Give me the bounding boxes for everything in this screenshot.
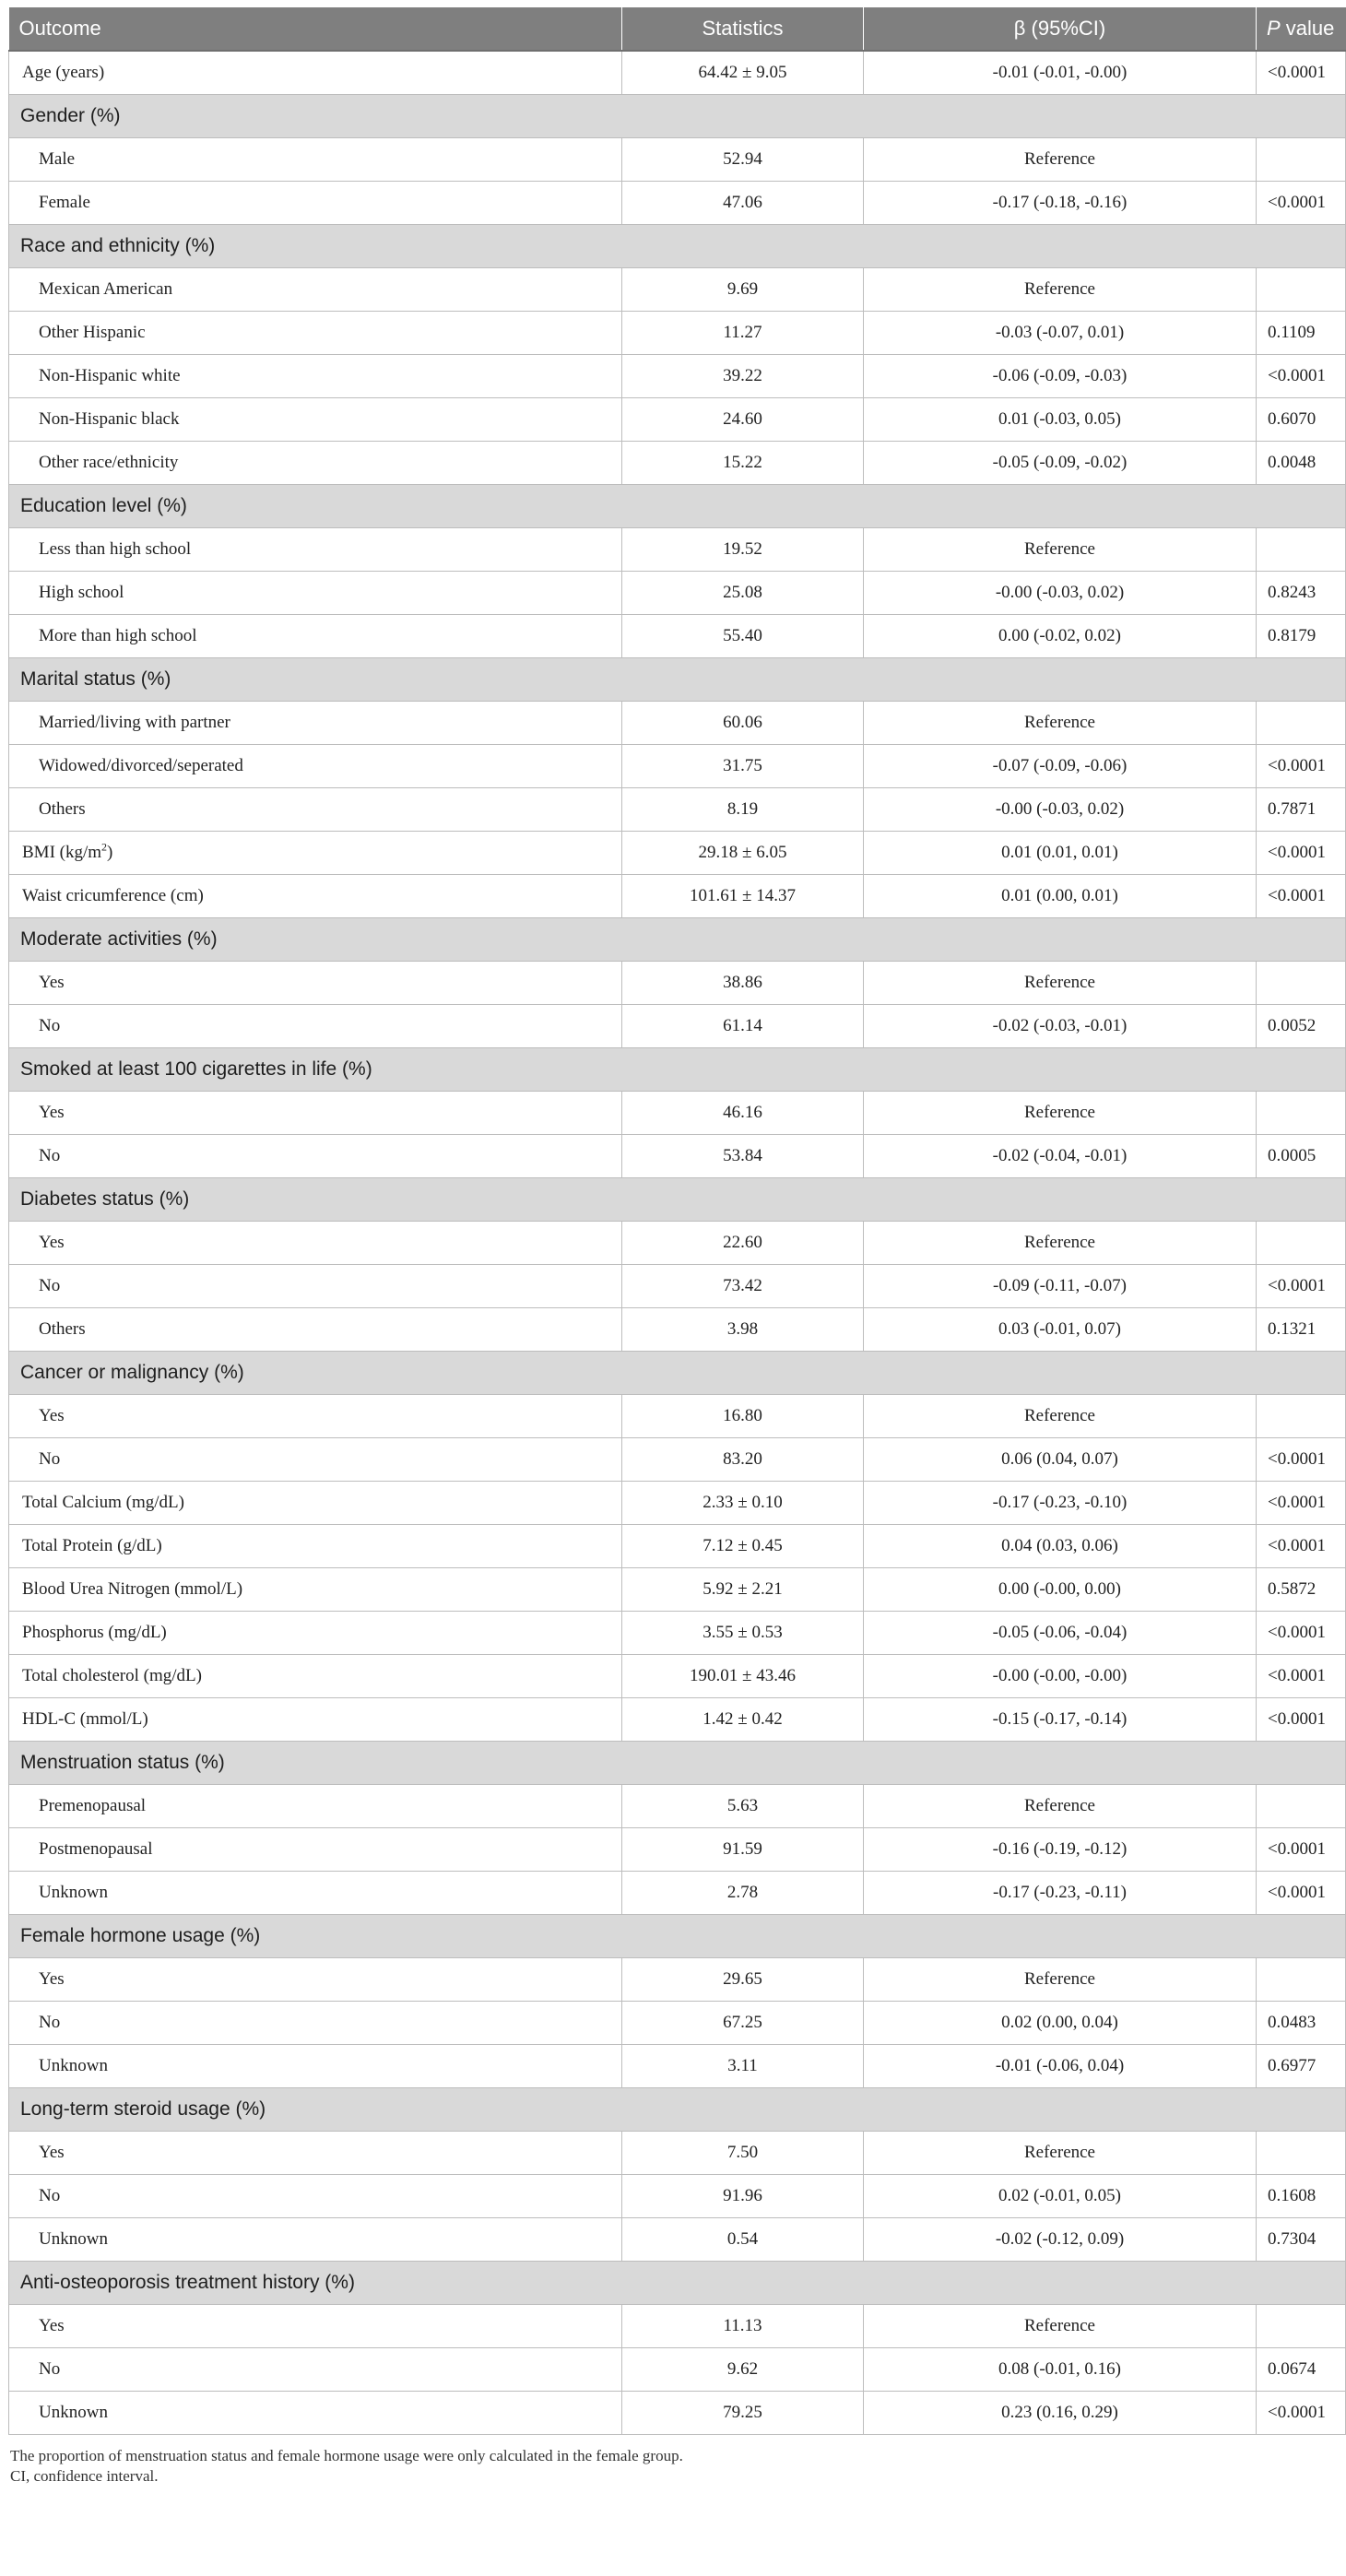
table-row [9,311,1346,354]
table-row [9,397,1346,441]
outcome-cell [9,1871,622,1914]
outcome-cell [9,571,622,614]
outcome-cell [9,2131,622,2174]
outcome-cell [9,831,622,874]
group-header-row [9,2087,1346,2131]
table-row [9,1611,1346,1654]
statistics-cell: 79.25 [622,2391,864,2434]
p-value-cell [1257,1394,1346,1437]
outcome-label: No [39,2185,61,2205]
outcome-label: Female [39,192,90,212]
table-row [9,2131,1346,2174]
statistics-cell: 29.18 ± 6.05 [622,831,864,874]
outcome-cell [9,1221,622,1264]
table-row [9,1567,1346,1611]
group-header-row [9,2261,1346,2304]
outcome-cell [9,1654,622,1697]
outcome-label: Unknown [39,2055,108,2075]
outcome-label: Other race/ethnicity [39,452,179,472]
beta-cell: Reference [864,1091,1257,1134]
outcome-label: Phosphorus (mg/dL) [22,1622,167,1642]
table-row [9,961,1346,1004]
outcome-cell [9,1827,622,1871]
beta-cell: 0.02 (-0.01, 0.05) [864,2174,1257,2217]
outcome-label-suffix: ) [107,842,113,862]
group-label: Anti-osteoporosis treatment history (%) [9,2261,1346,2304]
beta-cell: 0.04 (0.03, 0.06) [864,1524,1257,1567]
beta-cell: 0.01 (0.01, 0.01) [864,831,1257,874]
outcome-cell [9,2304,622,2347]
statistics-cell: 25.08 [622,571,864,614]
outcome-label: Widowed/divorced/seperated [39,755,243,775]
table-footnotes [8,2446,1345,2487]
outcome-cell [9,1784,622,1827]
beta-cell: -0.17 (-0.23, -0.11) [864,1871,1257,1914]
outcome-label: No [39,1015,61,1035]
beta-cell: -0.03 (-0.07, 0.01) [864,311,1257,354]
outcome-label: Yes [39,972,65,992]
outcome-label: More than high school [39,625,197,645]
outcome-label: BMI (kg/m [22,842,102,862]
p-value-cell: 0.8179 [1257,614,1346,657]
outcome-cell [9,1134,622,1177]
outcome-cell [9,2044,622,2087]
table-row [9,1784,1346,1827]
statistics-cell: 5.63 [622,1784,864,1827]
table-row [9,527,1346,571]
beta-cell: -0.05 (-0.06, -0.04) [864,1611,1257,1654]
outcome-label: No [39,1145,61,1165]
outcome-superscript: 2 [101,840,108,854]
table-row [9,831,1346,874]
outcome-cell [9,441,622,484]
outcome-label: High school [39,582,124,602]
outcome-label: Others [39,1318,86,1339]
beta-cell: -0.00 (-0.03, 0.02) [864,787,1257,831]
beta-cell: Reference [864,701,1257,744]
header-p-rest: value [1280,17,1335,40]
outcome-cell [9,267,622,311]
table-row [9,267,1346,311]
p-value-cell: 0.6070 [1257,397,1346,441]
outcome-label: Non-Hispanic white [39,365,181,385]
outcome-cell [9,614,622,657]
table-row [9,1697,1346,1741]
table-row [9,571,1346,614]
statistics-cell: 83.20 [622,1437,864,1481]
beta-cell: -0.15 (-0.17, -0.14) [864,1697,1257,1741]
statistics-cell: 60.06 [622,701,864,744]
p-value-cell: <0.0001 [1257,1524,1346,1567]
header-outcome: Outcome [9,7,622,51]
beta-cell: -0.17 (-0.18, -0.16) [864,181,1257,224]
outcome-cell [9,1611,622,1654]
beta-cell: 0.01 (0.00, 0.01) [864,874,1257,917]
statistics-cell: 19.52 [622,527,864,571]
statistics-cell: 73.42 [622,1264,864,1307]
statistics-cell: 2.78 [622,1871,864,1914]
table-row [9,787,1346,831]
statistics-cell: 46.16 [622,1091,864,1134]
table-row [9,1827,1346,1871]
outcome-label: Total cholesterol (mg/dL) [22,1665,202,1685]
group-label: Cancer or malignancy (%) [9,1351,1346,1394]
outcome-cell [9,2391,622,2434]
table-row [9,2001,1346,2044]
p-value-cell: 0.1109 [1257,311,1346,354]
outcome-cell [9,787,622,831]
statistics-cell: 67.25 [622,2001,864,2044]
statistics-cell: 55.40 [622,614,864,657]
outcome-label: No [39,2012,61,2032]
p-value-cell: 0.1321 [1257,1307,1346,1351]
beta-cell: Reference [864,1394,1257,1437]
statistics-cell: 11.13 [622,2304,864,2347]
outcome-label: Yes [39,1232,65,1252]
group-header-row [9,224,1346,267]
statistics-cell: 39.22 [622,354,864,397]
outcome-cell [9,2001,622,2044]
beta-cell: 0.00 (-0.00, 0.00) [864,1567,1257,1611]
statistics-cell: 64.42 ± 9.05 [622,51,864,94]
beta-cell: Reference [864,527,1257,571]
statistics-cell: 101.61 ± 14.37 [622,874,864,917]
p-value-cell [1257,1221,1346,1264]
table-row [9,1524,1346,1567]
statistics-cell: 3.98 [622,1307,864,1351]
statistics-cell: 22.60 [622,1221,864,1264]
outcome-label: Male [39,148,76,169]
outcome-label: Mexican American [39,278,173,299]
outcome-cell [9,1091,622,1134]
p-value-cell: 0.7871 [1257,787,1346,831]
outcome-label: Married/living with partner [39,712,230,732]
p-value-cell: 0.0048 [1257,441,1346,484]
p-value-cell: 0.8243 [1257,571,1346,614]
table-row [9,2217,1346,2261]
p-value-cell: <0.0001 [1257,1697,1346,1741]
beta-cell: 0.00 (-0.02, 0.02) [864,614,1257,657]
beta-cell: Reference [864,2304,1257,2347]
table-row [9,1134,1346,1177]
table-row [9,1394,1346,1437]
beta-cell: 0.01 (-0.03, 0.05) [864,397,1257,441]
p-value-cell: <0.0001 [1257,2391,1346,2434]
group-header-row [9,1047,1346,1091]
group-header-row [9,484,1346,527]
beta-cell: 0.08 (-0.01, 0.16) [864,2347,1257,2391]
p-value-cell: 0.0052 [1257,1004,1346,1047]
outcome-label: Age (years) [22,62,105,82]
group-header-row [9,917,1346,961]
p-value-cell: <0.0001 [1257,181,1346,224]
p-value-cell: <0.0001 [1257,831,1346,874]
table-row [9,1264,1346,1307]
footnote-line: CI, confidence interval. [10,2466,159,2485]
table-row [9,2174,1346,2217]
table-row [9,1091,1346,1134]
beta-cell: -0.09 (-0.11, -0.07) [864,1264,1257,1307]
statistics-cell: 8.19 [622,787,864,831]
p-value-cell [1257,2131,1346,2174]
p-value-cell: <0.0001 [1257,744,1346,787]
statistics-cell: 190.01 ± 43.46 [622,1654,864,1697]
beta-cell: Reference [864,2131,1257,2174]
group-label: Gender (%) [9,94,1346,137]
group-label: Female hormone usage (%) [9,1914,1346,1957]
outcome-label: Total Protein (g/dL) [22,1535,162,1555]
beta-cell: -0.07 (-0.09, -0.06) [864,744,1257,787]
beta-cell: -0.06 (-0.09, -0.03) [864,354,1257,397]
p-value-cell [1257,961,1346,1004]
outcome-cell [9,1481,622,1524]
statistics-cell: 53.84 [622,1134,864,1177]
beta-cell: -0.05 (-0.09, -0.02) [864,441,1257,484]
outcome-label: Yes [39,1405,65,1425]
beta-cell: 0.06 (0.04, 0.07) [864,1437,1257,1481]
group-label: Menstruation status (%) [9,1741,1346,1784]
p-value-cell: 0.0005 [1257,1134,1346,1177]
table-row [9,701,1346,744]
outcome-label: Others [39,798,86,819]
group-label: Diabetes status (%) [9,1177,1346,1221]
p-value-cell: <0.0001 [1257,1654,1346,1697]
group-label: Moderate activities (%) [9,917,1346,961]
table-row [9,2044,1346,2087]
outcome-label: HDL-C (mmol/L) [22,1708,148,1729]
outcome-label: Unknown [39,2402,108,2422]
outcome-cell [9,1957,622,2001]
group-label: Long-term steroid usage (%) [9,2087,1346,2131]
p-value-cell [1257,1784,1346,1827]
header-p-italic: P [1267,17,1281,40]
outcome-cell [9,397,622,441]
table-row [9,874,1346,917]
beta-cell: -0.02 (-0.04, -0.01) [864,1134,1257,1177]
outcome-cell [9,1004,622,1047]
beta-cell: Reference [864,267,1257,311]
p-value-cell [1257,1957,1346,2001]
outcome-label: Postmenopausal [39,1838,153,1859]
outcome-cell [9,961,622,1004]
p-value-cell: 0.5872 [1257,1567,1346,1611]
p-value-cell: 0.6977 [1257,2044,1346,2087]
statistics-cell: 3.55 ± 0.53 [622,1611,864,1654]
beta-cell: -0.00 (-0.03, 0.02) [864,571,1257,614]
beta-cell: Reference [864,1957,1257,2001]
statistics-cell: 15.22 [622,441,864,484]
statistics-cell: 2.33 ± 0.10 [622,1481,864,1524]
statistics-cell: 3.11 [622,2044,864,2087]
statistics-cell: 1.42 ± 0.42 [622,1697,864,1741]
p-value-cell: <0.0001 [1257,1827,1346,1871]
outcome-cell [9,2347,622,2391]
group-header-row [9,657,1346,701]
outcome-cell [9,874,622,917]
table-row [9,181,1346,224]
outcome-label: Other Hispanic [39,322,146,342]
outcome-cell [9,1524,622,1567]
outcome-cell [9,1264,622,1307]
table-row [9,2304,1346,2347]
table-container [8,7,1345,2487]
outcome-cell [9,181,622,224]
beta-cell: -0.02 (-0.03, -0.01) [864,1004,1257,1047]
group-header-row [9,1177,1346,1221]
p-value-cell: <0.0001 [1257,1611,1346,1654]
beta-cell: Reference [864,961,1257,1004]
statistics-cell: 9.69 [622,267,864,311]
results-table [8,7,1346,2435]
outcome-cell [9,1307,622,1351]
p-value-cell: 0.1608 [1257,2174,1346,2217]
group-header-row [9,1741,1346,1784]
statistics-cell: 52.94 [622,137,864,181]
group-label: Education level (%) [9,484,1346,527]
outcome-label: Premenopausal [39,1795,147,1815]
outcome-cell [9,1437,622,1481]
p-value-cell: <0.0001 [1257,1264,1346,1307]
statistics-cell: 47.06 [622,181,864,224]
beta-cell: Reference [864,1221,1257,1264]
statistics-cell: 24.60 [622,397,864,441]
p-value-cell [1257,137,1346,181]
p-value-cell [1257,267,1346,311]
table-row [9,1481,1346,1524]
beta-cell: Reference [864,1784,1257,1827]
outcome-cell [9,527,622,571]
outcome-cell [9,1567,622,1611]
group-header-row [9,94,1346,137]
table-header-row [9,7,1346,51]
outcome-label: Yes [39,2142,65,2162]
group-header-row [9,1914,1346,1957]
table-row [9,51,1346,94]
beta-cell: -0.00 (-0.00, -0.00) [864,1654,1257,1697]
statistics-cell: 38.86 [622,961,864,1004]
beta-cell: 0.03 (-0.01, 0.07) [864,1307,1257,1351]
p-value-cell: 0.0674 [1257,2347,1346,2391]
statistics-cell: 11.27 [622,311,864,354]
outcome-cell [9,354,622,397]
outcome-label: No [39,1275,61,1295]
p-value-cell: 0.0483 [1257,2001,1346,2044]
table-row [9,2347,1346,2391]
outcome-cell [9,51,622,94]
beta-cell: -0.16 (-0.19, -0.12) [864,1827,1257,1871]
p-value-cell: 0.7304 [1257,2217,1346,2261]
table-row [9,441,1346,484]
table-body [9,51,1346,2434]
group-label: Marital status (%) [9,657,1346,701]
statistics-cell: 7.12 ± 0.45 [622,1524,864,1567]
table-row [9,1221,1346,1264]
outcome-cell [9,2174,622,2217]
header-beta: β (95%CI) [864,7,1257,51]
p-value-cell: <0.0001 [1257,1481,1346,1524]
header-statistics: Statistics [622,7,864,51]
p-value-cell [1257,2304,1346,2347]
outcome-label: Yes [39,1968,65,1989]
beta-cell: -0.01 (-0.06, 0.04) [864,2044,1257,2087]
outcome-label: Less than high school [39,538,192,559]
outcome-cell [9,1394,622,1437]
beta-cell: Reference [864,137,1257,181]
p-value-cell: <0.0001 [1257,51,1346,94]
table-row [9,614,1346,657]
statistics-cell: 91.59 [622,1827,864,1871]
beta-cell: -0.01 (-0.01, -0.00) [864,51,1257,94]
p-value-cell: <0.0001 [1257,874,1346,917]
outcome-cell [9,1697,622,1741]
beta-cell: 0.23 (0.16, 0.29) [864,2391,1257,2434]
statistics-cell: 9.62 [622,2347,864,2391]
table-row [9,744,1346,787]
beta-cell: 0.02 (0.00, 0.04) [864,2001,1257,2044]
outcome-label: No [39,1448,61,1469]
statistics-cell: 31.75 [622,744,864,787]
statistics-cell: 7.50 [622,2131,864,2174]
outcome-label: Total Calcium (mg/dL) [22,1492,184,1512]
p-value-cell: <0.0001 [1257,354,1346,397]
table-row [9,1307,1346,1351]
statistics-cell: 61.14 [622,1004,864,1047]
outcome-cell [9,701,622,744]
outcome-cell [9,137,622,181]
outcome-label: Yes [39,2315,65,2335]
group-header-row [9,1351,1346,1394]
beta-cell: -0.02 (-0.12, 0.09) [864,2217,1257,2261]
table-row [9,137,1346,181]
p-value-cell: <0.0001 [1257,1871,1346,1914]
table-row [9,1871,1346,1914]
table-row [9,1004,1346,1047]
statistics-cell: 0.54 [622,2217,864,2261]
statistics-cell: 5.92 ± 2.21 [622,1567,864,1611]
outcome-cell [9,744,622,787]
statistics-cell: 16.80 [622,1394,864,1437]
outcome-label: Non-Hispanic black [39,408,180,429]
table-row [9,1437,1346,1481]
table-row [9,2391,1346,2434]
outcome-label: Waist cricumference (cm) [22,885,204,905]
table-row [9,1654,1346,1697]
header-p-value [1257,7,1346,51]
beta-cell: -0.17 (-0.23, -0.10) [864,1481,1257,1524]
outcome-label: Unknown [39,1882,108,1902]
p-value-cell [1257,1091,1346,1134]
group-label: Smoked at least 100 cigarettes in life (%) [9,1047,1346,1091]
outcome-cell [9,311,622,354]
p-value-cell [1257,701,1346,744]
outcome-label: Unknown [39,2228,108,2249]
outcome-label: Yes [39,1102,65,1122]
outcome-cell [9,2217,622,2261]
footnote-line: The proportion of menstruation status and female hormone usage were only calculated in the female group. [10,2446,683,2464]
table-row [9,1957,1346,2001]
p-value-cell: <0.0001 [1257,1437,1346,1481]
group-label: Race and ethnicity (%) [9,224,1346,267]
outcome-label: Blood Urea Nitrogen (mmol/L) [22,1578,243,1599]
p-value-cell [1257,527,1346,571]
outcome-label: No [39,2358,61,2379]
table-row [9,354,1346,397]
statistics-cell: 29.65 [622,1957,864,2001]
statistics-cell: 91.96 [622,2174,864,2217]
